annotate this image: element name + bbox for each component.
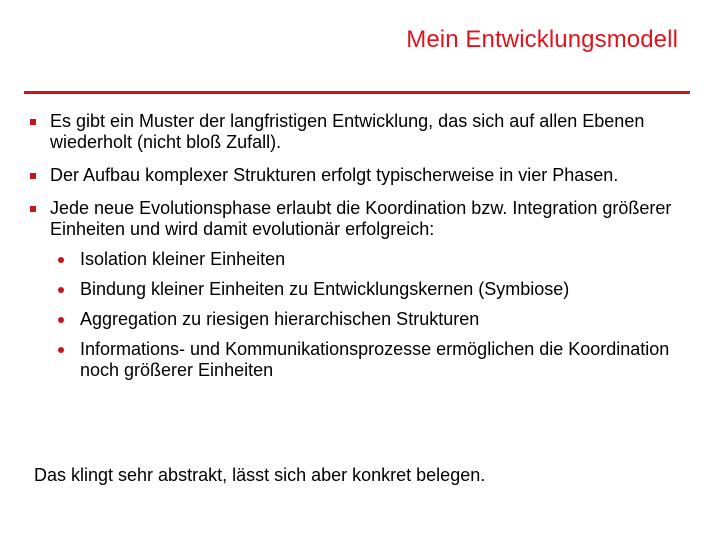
sub-bullet-item	[50, 249, 704, 270]
round-bullet-icon	[58, 287, 64, 293]
square-bullet-icon	[30, 119, 36, 125]
bullet-item	[24, 111, 704, 153]
sub-bullet-text: Aggregation zu riesigen hierarchischen Strukturen	[80, 309, 480, 329]
sub-bullet-text: Isolation kleiner Einheiten	[80, 249, 286, 269]
sub-bullet-list	[50, 249, 704, 381]
round-bullet-icon	[58, 317, 64, 323]
sub-bullet-text: Bindung kleiner Einheiten zu Entwicklungskernen (Symbiose)	[80, 279, 570, 299]
bullet-text: Jede neue Evolutionsphase erlaubt die Koordination bzw. Integration größerer Einheiten und wird damit evolutionär erfolgreich:	[50, 198, 672, 239]
sub-bullet-item	[50, 309, 704, 330]
sub-bullet-item	[50, 339, 704, 381]
sub-bullet-item	[50, 279, 704, 300]
closing-statement: Das klingt sehr abstrakt, lässt sich aber konkret belegen.	[34, 465, 486, 485]
slide-content	[24, 111, 704, 393]
bullet-text: Der Aufbau komplexer Strukturen erfolgt typischerweise in vier Phasen.	[50, 165, 619, 185]
square-bullet-icon	[30, 173, 36, 179]
bullet-list	[24, 111, 704, 381]
title-divider	[24, 91, 690, 94]
round-bullet-icon	[58, 347, 64, 353]
slide-title: Mein Entwicklungsmodell	[406, 26, 678, 53]
bullet-item	[24, 198, 704, 381]
round-bullet-icon	[58, 257, 64, 263]
bullet-text: Es gibt ein Muster der langfristigen Entwicklung, das sich auf allen Ebenen wiederholt (nicht bloß Zufall).	[50, 111, 645, 152]
sub-bullet-text: Informations- und Kommunikationsprozesse ermöglichen die Koordination noch größerer Einheiten	[80, 339, 670, 380]
bullet-item	[24, 165, 704, 186]
square-bullet-icon	[30, 206, 36, 212]
